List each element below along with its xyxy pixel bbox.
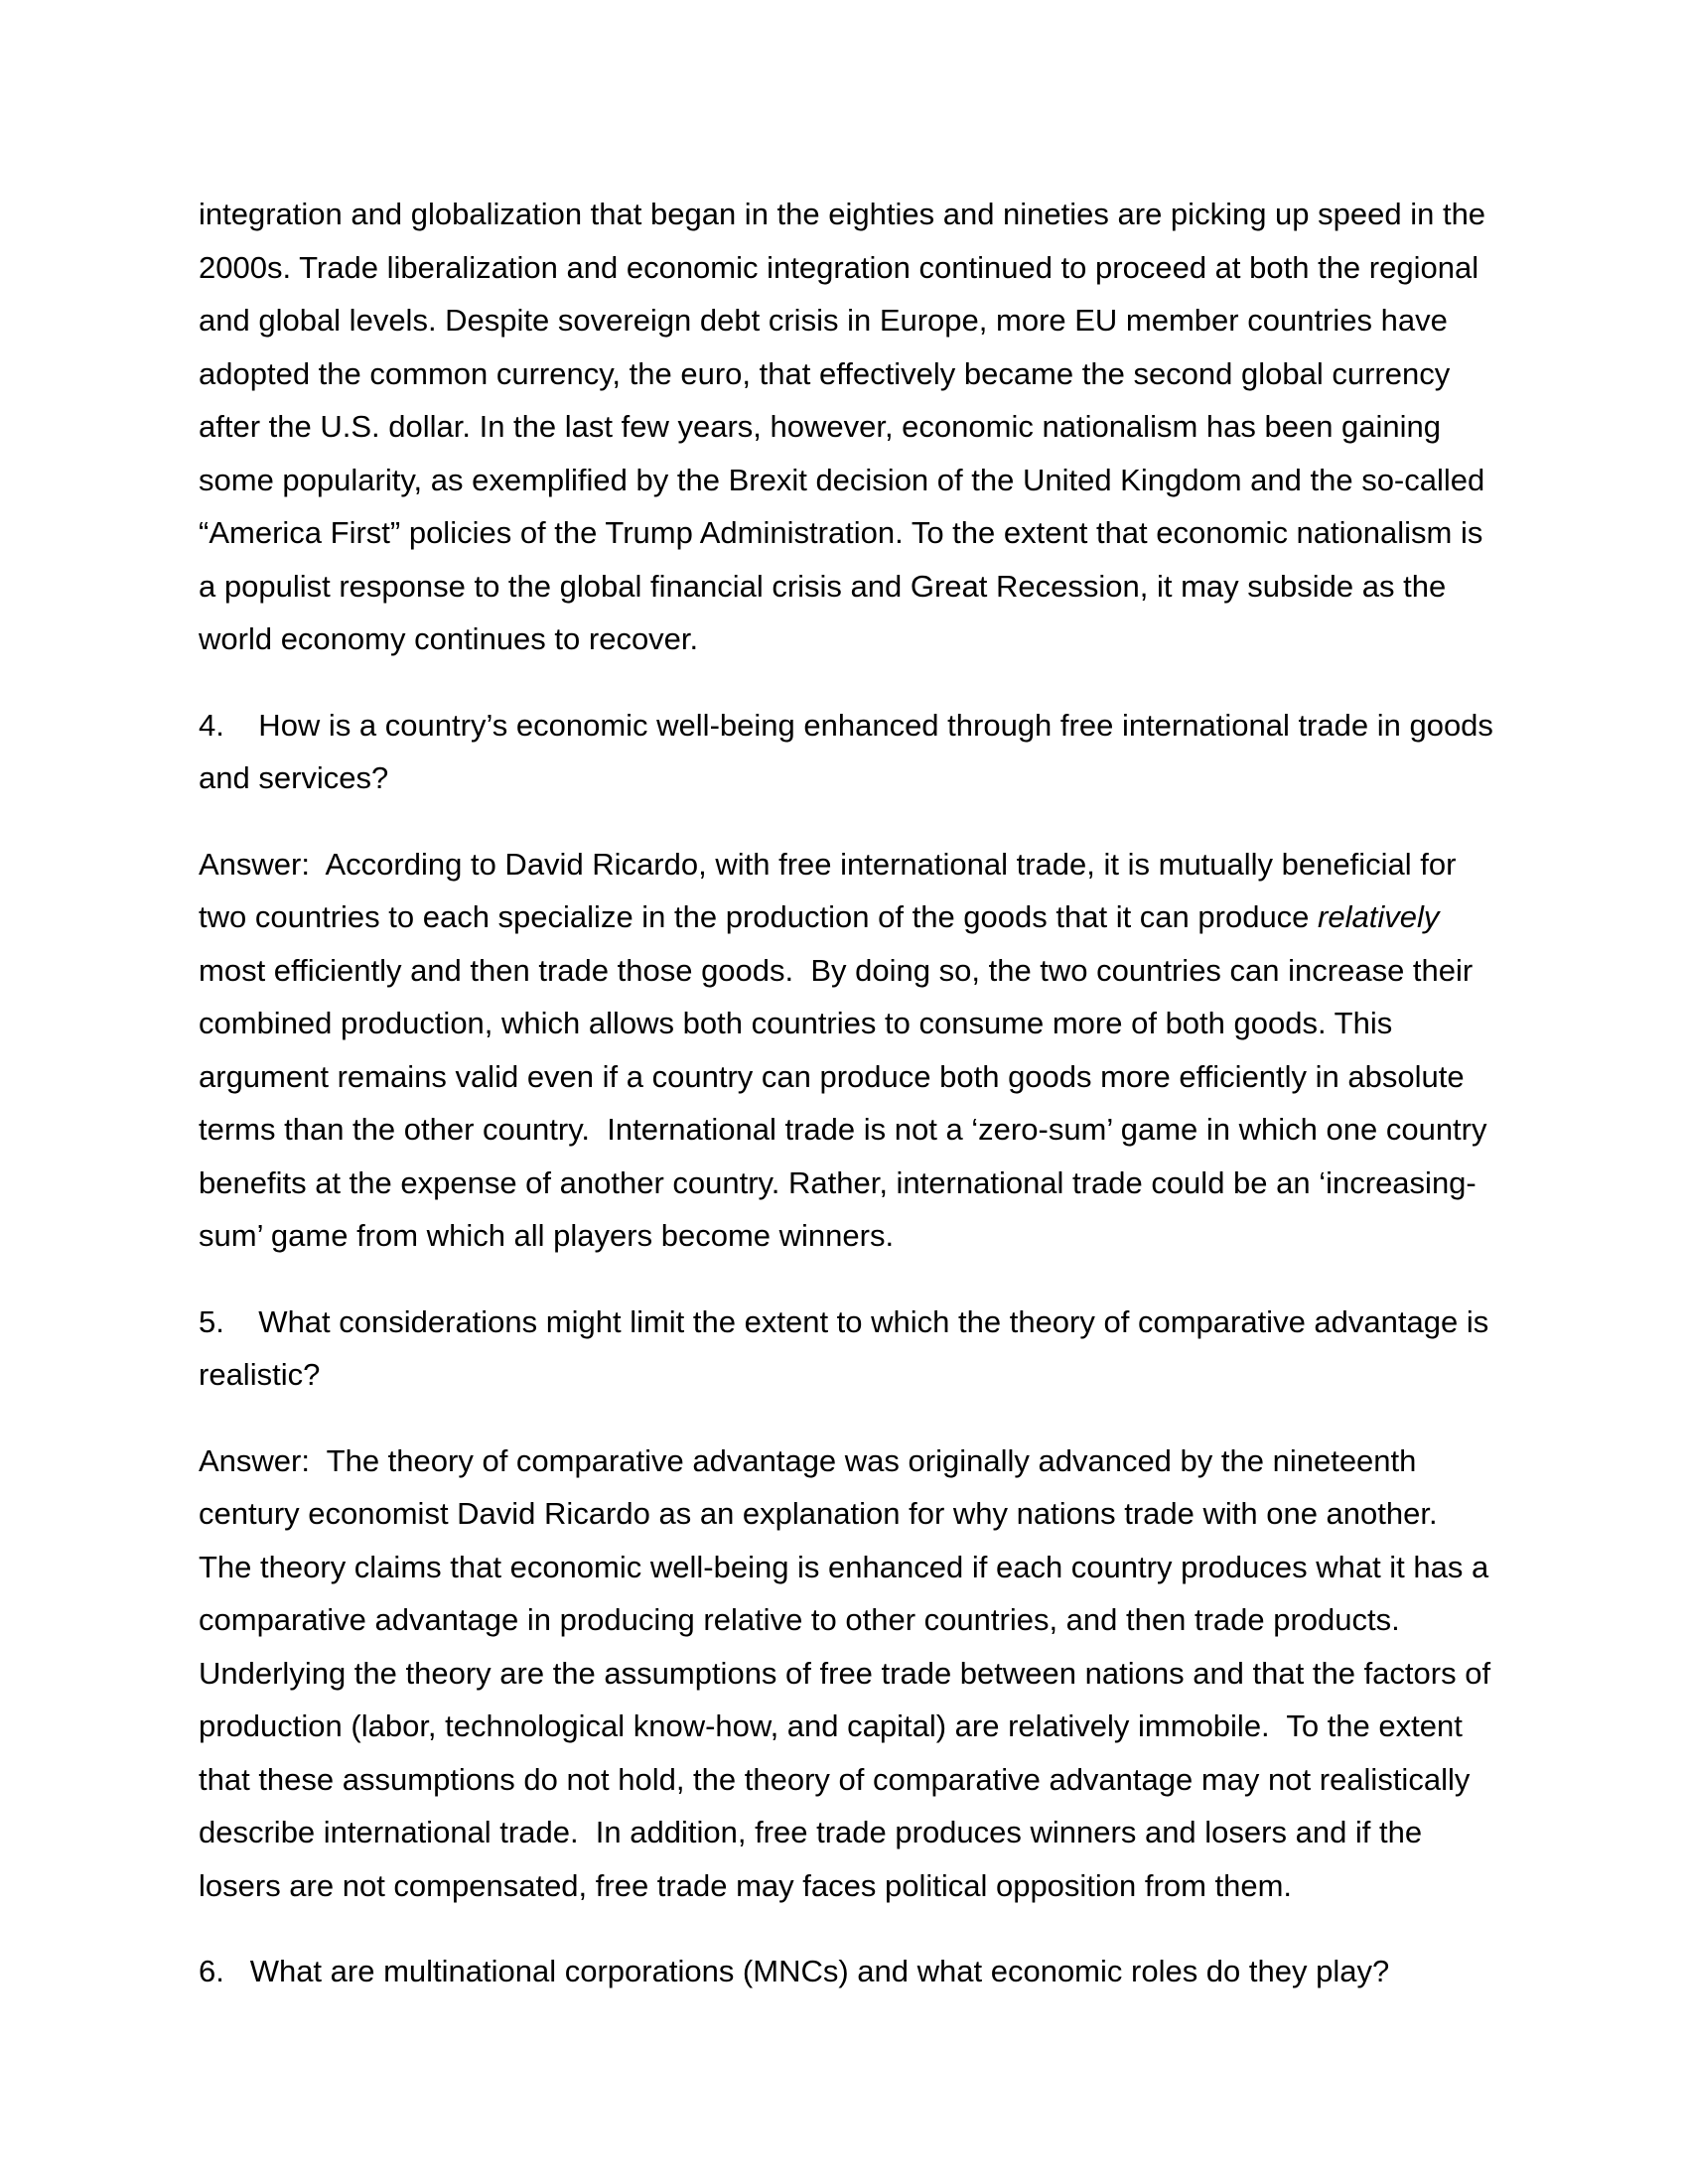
- question-4: 4. How is a country’s economic well-being enhanced through free international trade in goods and services?: [199, 707, 1502, 795]
- answer-4: [199, 838, 1499, 1263]
- question-5: 5. What considerations might limit the extent to which the theory of comparative advantage is realistic?: [199, 1303, 1497, 1392]
- answer-5: Answer: The theory of comparative advantage was originally advanced by the nineteenth century economist David Ricardo as an explanation for why nations trade with one another. The theory claims that economic well-being is enhanced if each country produces what it has a comparative advantage in producing relative to other countries, and then trade products. Underlying the theory are the assumptions of free trade between nations and that the factors of production (labor, technological know-how, and capital) are relatively immobile. To the extent that these assumptions do not hold, the theory of comparative advantage may not realistically describe international trade. In addition, free trade produces winners and losers and if the losers are not compensated, free trade may faces political opposition from them.: [199, 1442, 1499, 1903]
- answer-4-text-after: most efficiently and then trade those goods. By doing so, the two countries can increase their combined production, which allows both countries to consume more of both goods. This argument remains valid even if a country can produce both goods more efficiently in absolute terms than the other country. International trade is not a ‘zero-sum’ game in which one country benefits at the expense of another country. Rather, international trade could be an ‘increasing-sum’ game from which all players become winners.: [199, 899, 1496, 1253]
- answer-4-italic-word: relatively: [1318, 899, 1440, 934]
- intro-paragraph: integration and globalization that began in the eighties and nineties are picking up speed in the 2000s. Trade liberalization and economic integration continued to proceed at both the regional and global levels. Despite sovereign debt crisis in Europe, more EU member countries have adopted the common currency, the euro, that effectively became the second global currency after the U.S. dollar. In the last few years, however, economic nationalism has been gaining some popularity, as exemplified by the Brexit decision of the United Kingdom and the so-called “America First” policies of the Trump Administration. To the extent that economic nationalism is a populist response to the global financial crisis and Great Recession, it may subside as the world economy continues to recover.: [199, 197, 1494, 656]
- answer-4-text-before: Answer: According to David Ricardo, with free international trade, it is mutually beneficial for two countries to each specialize in the production of the goods that it can produce: [199, 846, 1466, 934]
- question-6: 6. What are multinational corporations (MNCs) and what economic roles do they play?: [199, 1954, 1390, 1988]
